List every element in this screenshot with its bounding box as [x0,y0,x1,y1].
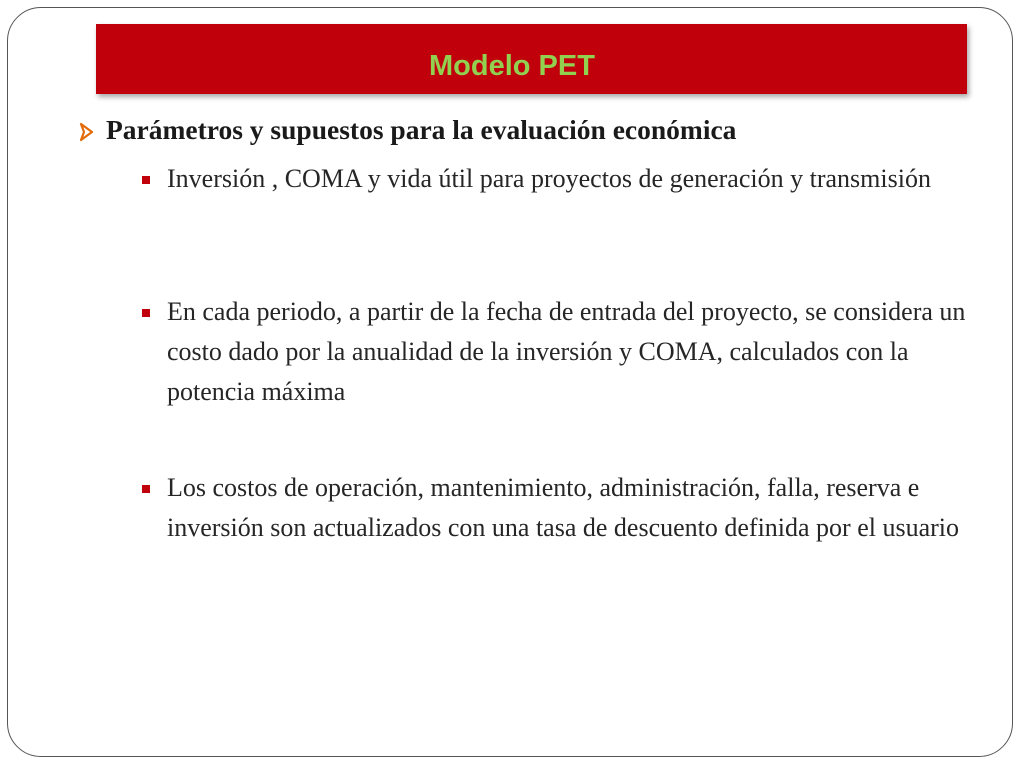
list-item [140,468,1000,548]
section-heading-text: Parámetros y supuestos para la evaluación económica [106,114,737,145]
square-bullet-icon [142,485,150,493]
list-item-text: Los costos de operación, mantenimiento, administración, falla, reserva e inversión son actualizados con una tasa de descuento definida por el usuario [167,473,960,542]
section-heading [76,110,976,153]
square-bullet-icon [142,176,150,184]
list-item-text: En cada periodo, a partir de la fecha de entrada del proyecto, se considera un costo dado por la anualidad de la inversión y COMA, calculados con la potencia máxima [167,297,966,406]
arrow-right-icon [76,113,98,153]
slide-title: Modelo PET [429,50,595,82]
list-item-text: Inversión , COMA y vida útil para proyectos de generación y transmisión [167,164,931,193]
list-item [140,159,1000,199]
square-bullet-icon [142,309,150,317]
list-item [140,292,1000,412]
